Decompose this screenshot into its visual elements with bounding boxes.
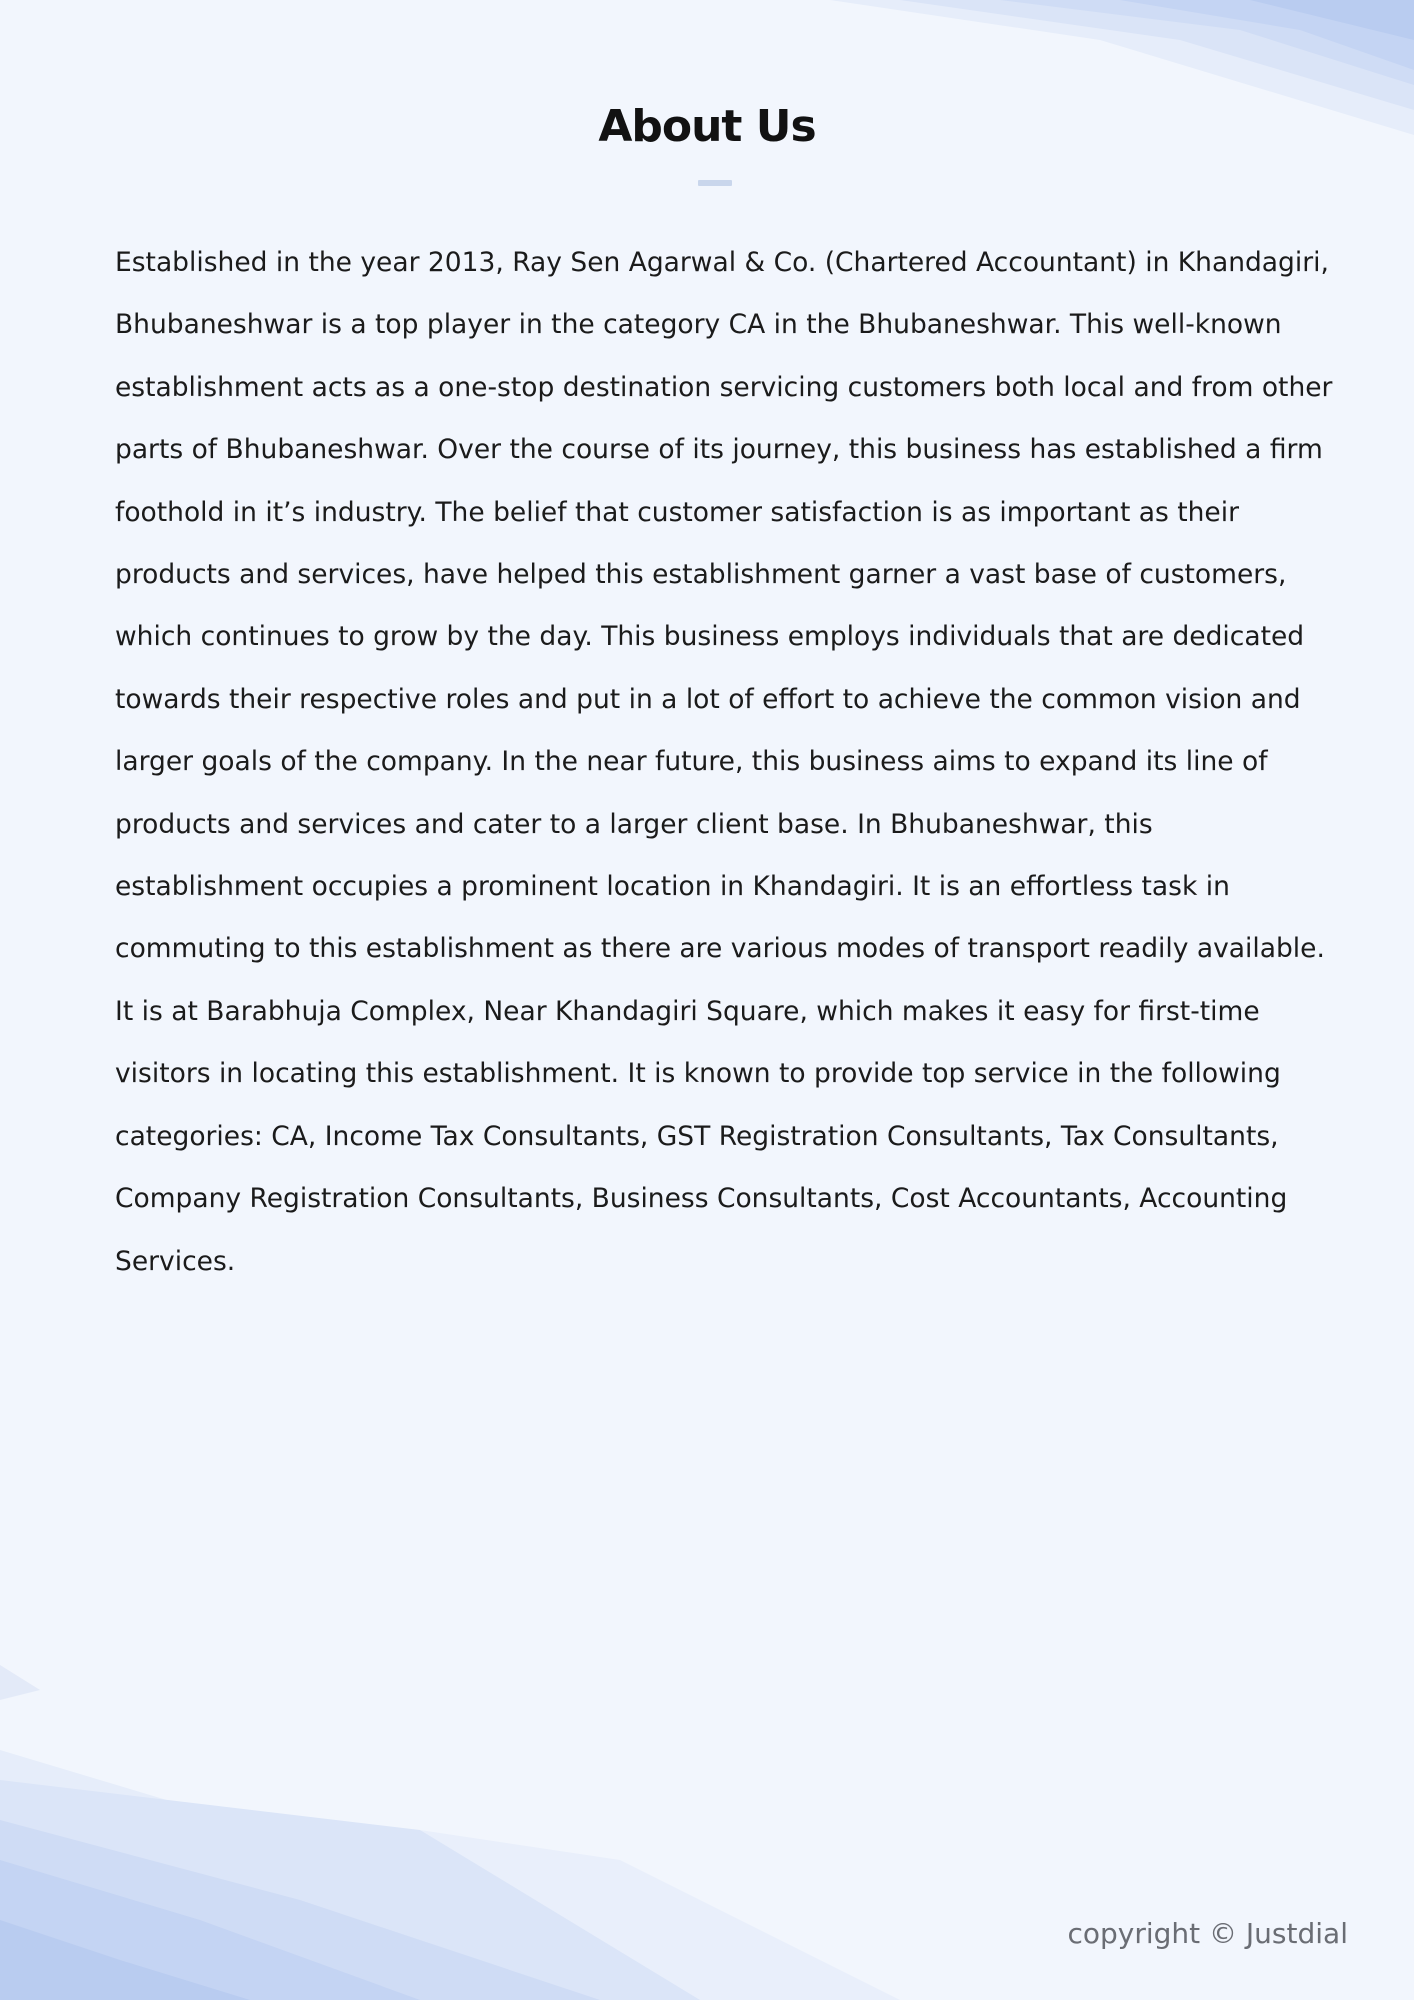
title-underline	[698, 180, 732, 186]
page-title: About Us	[598, 101, 816, 152]
copyright-notice: copyright © Justdial	[1067, 1917, 1348, 1950]
about-paragraph: Established in the year 2013, Ray Sen Agarwal & Co. (Chartered Accountant) in Khandagiri, Bhubaneshwar is a top player in the category CA in the Bhubaneshwar. This well-known establishment acts as a one-stop destination servicing customers both local and from other parts of Bhubaneshwar. Over the course of its journey, this business has established a firm foothold in it’s industry. The belief that customer satisfaction is as important as their products and services, have helped this establishment garner a vast base of customers, which continues to grow by the day. This business employs individuals that are dedicated towards their respective roles and put in a lot of effort to achieve the common vision and larger goals of the company. In the near future, this business aims to expand its line of products and services and cater to a larger client base. In Bhubaneshwar, this establishment occupies a prominent location in Khandagiri. It is an effortless task in commuting to this establishment as there are various modes of transport readily available. It is at Barabhuja Complex, Near Khandagiri Square, which makes it easy for first-time visitors in locating this establishment. It is known to provide top service in the following categories: CA, Income Tax Consultants, GST Registration Consultants, Tax Consultants, Company Registration Consultants, Business Consultants, Cost Accountants, Accounting Services.	[115, 247, 1333, 1277]
bottom-left-bands	[0, 1665, 900, 2000]
